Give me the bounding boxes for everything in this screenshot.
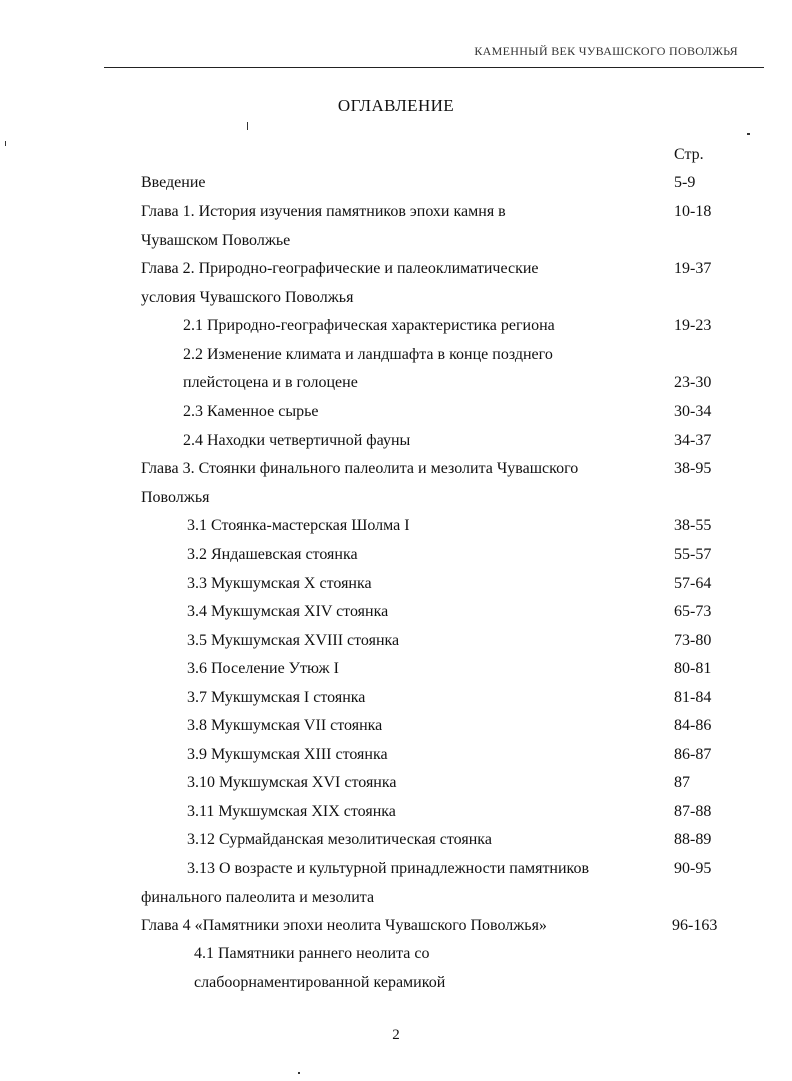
page-title: ОГЛАВЛЕНИЕ [337,96,455,115]
scan-speck [298,1072,300,1074]
scan-speck [5,141,6,146]
toc-entry-text: Глава 1. История изучения памятников эпохи камня в [141,203,506,220]
toc-entry-pages: 38-95 [674,460,712,477]
toc-entry-text: Глава 2. Природно-географические и палеоклиматические [141,260,539,277]
toc-entry-text: 2.1 Природно-географическая характеристика региона [183,317,555,334]
toc-entry-pages: 57-64 [674,575,712,592]
toc-entry-pages: 87 [674,774,690,791]
toc-entry-pages: 19-37 [674,260,712,277]
page-column-label: Стр. [674,146,704,163]
page-number: 2 [392,1027,400,1043]
toc-entry-pages: 55-57 [674,546,712,563]
toc-entry-text: 3.3 Мукшумская X стоянка [187,575,372,592]
toc-entry-text: 3.4 Мукшумская XIV стоянка [187,603,389,620]
toc-entry-text: 2.4 Находки четвертичной фауны [183,432,411,449]
toc-entry-text: 2.3 Каменное сырье [183,403,319,420]
toc-entry-pages: 84-86 [674,717,712,734]
toc-entry-text: 3.8 Мукшумская VII стоянка [187,717,383,734]
toc-entry-text: Глава 3. Стоянки финального палеолита и мезолита Чувашского [141,460,579,477]
toc-entry-text: Введение [141,174,206,191]
toc-entry-text: Чувашском Поволжье [141,232,291,249]
header-rule [104,67,764,68]
toc-entry-text: 3.7 Мукшумская I стоянка [187,689,366,706]
toc-entry-text: 3.10 Мукшумская XVI стоянка [187,774,397,791]
toc-entry-pages: 65-73 [674,603,712,620]
toc-entry-pages: 86-87 [674,746,712,763]
toc-entry-pages: 5-9 [674,174,696,191]
toc-entry-pages: 80-81 [674,660,712,677]
toc-entry-text: 3.12 Сурмайданская мезолитическая стоянка [187,831,492,848]
toc-entry-pages: 10-18 [674,203,712,220]
toc-entry-text: 3.2 Яндашевская стоянка [187,546,358,563]
toc-entry-text: Поволжья [141,489,210,506]
toc-entry-text: 3.11 Мукшумская XIX стоянка [187,803,396,820]
scan-speck [747,133,750,135]
toc-entry-pages: 73-80 [674,632,712,649]
toc-entry-pages: 34-37 [674,432,712,449]
toc-entry-pages: 23-30 [674,374,712,391]
toc-entry-text: 4.1 Памятники раннего неолита со [194,945,430,962]
toc-entry-pages: 19-23 [674,317,712,334]
toc-entry-pages: 30-34 [674,403,712,420]
toc-entry-text: финального палеолита и мезолита [141,889,375,906]
toc-entry-pages: 88-89 [674,831,712,848]
toc-entry-text: Глава 4 «Памятники эпохи неолита Чувашского Поволжья» [141,917,547,934]
toc-entry-pages: 96-163 [672,917,718,934]
toc-entry-pages: 87-88 [674,803,712,820]
toc-entry-text: 3.1 Стоянка-мастерская Шолма I [187,517,410,534]
toc-entry-text: 3.13 О возрасте и культурной принадлежности памятников [187,860,590,877]
toc-entry-text: условия Чувашского Поволжья [141,289,354,306]
toc-entry-text: слабоорнаментированной керамикой [194,974,446,991]
toc-entry-pages: 81-84 [674,689,712,706]
toc-entry-text: 3.5 Мукшумская XVIII стоянка [187,632,400,649]
toc-entry-pages: 90-95 [674,860,712,877]
toc-entry-pages: 38-55 [674,517,712,534]
toc-entry-text: плейстоцена и в голоцене [183,374,358,391]
toc-entry-text: 3.9 Мукшумская XIII стоянка [187,746,388,763]
running-head: КАМЕННЫЙ ВЕК ЧУВАШСКОГО ПОВОЛЖЬЯ [474,44,738,58]
toc-entry-text: 2.2 Изменение климата и ландшафта в конце позднего [183,346,553,363]
toc-entry-text: 3.6 Поселение Утюж I [187,660,339,677]
scan-speck [247,122,248,130]
